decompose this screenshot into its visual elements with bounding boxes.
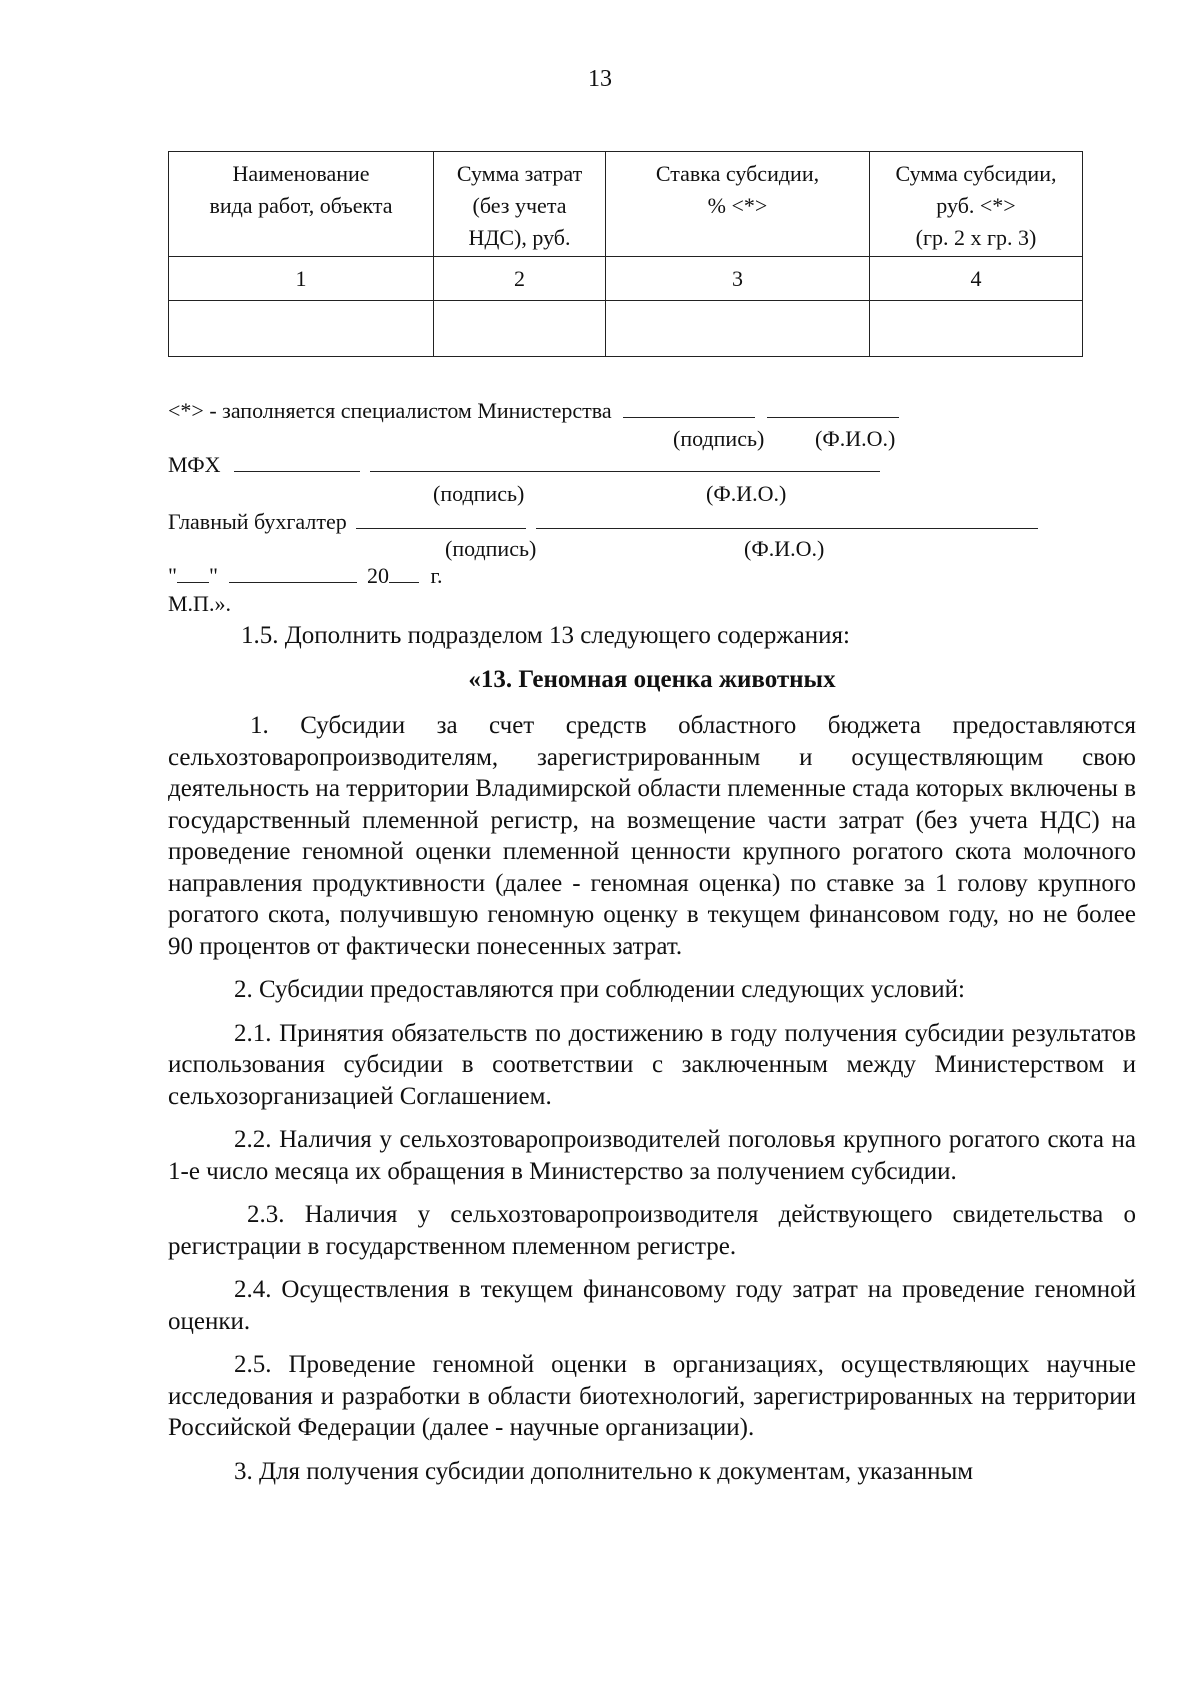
header-work-type: Наименование вида работ, объекта xyxy=(169,152,434,257)
day-blank xyxy=(177,564,209,583)
name-caption: (Ф.И.О.) xyxy=(815,426,896,451)
section-body xyxy=(168,710,1136,1487)
header-subsidy-rate: Ставка субсидии, % <*> xyxy=(606,152,870,257)
signature-blank xyxy=(234,453,360,472)
signature-caption: (подпись) xyxy=(673,426,765,451)
column-number: 2 xyxy=(434,257,606,301)
section-heading: «13. Геномная оценка животных xyxy=(468,666,836,693)
mfh-label: МФХ xyxy=(168,452,221,477)
header-subsidy-sum: Сумма субсидии, руб. <*> (гр. 2 х гр. 3) xyxy=(870,152,1083,257)
paragraph: 2.4. Осуществления в текущем финансовому году затрат на проведение геномной оценки. xyxy=(168,1276,1136,1335)
table-cell xyxy=(606,301,870,357)
signature-caption: (подпись) xyxy=(433,481,525,506)
name-caption: (Ф.И.О.) xyxy=(706,481,787,506)
mfh-signature-line xyxy=(168,452,880,478)
signature-blank xyxy=(356,510,526,529)
name-blank xyxy=(370,453,880,472)
specialist-signature-line xyxy=(168,398,899,424)
paragraph: 2.2. Наличия у сельхозтоваропроизводителей поголовья крупного рогатого скота на 1-е число месяца их обращения в Министерство за получением субсидии. xyxy=(168,1126,1136,1185)
name-caption: (Ф.И.О.) xyxy=(744,536,825,561)
name-blank xyxy=(767,399,899,418)
ministry-note: <*> - заполняется специалистом Министерства xyxy=(168,398,612,423)
paragraph: 2. Субсидии предоставляются при соблюдении следующих условий: xyxy=(234,976,965,1003)
table-cell xyxy=(870,301,1083,357)
table-cell xyxy=(434,301,606,357)
paragraph: 2.5. Проведение геномной оценки в организациях, осуществляющих научные исследования и разработки в области биотехнологий, зарегистрированных на территории Российской Федерации (далее - научные организации). xyxy=(168,1351,1136,1441)
accountant-signature-line xyxy=(168,509,1038,535)
paragraph: 2.1. Принятия обязательств по достижению в году получения субсидии результатов использования субсидии в соответствии с заключенным между Министерством и сельхозорганизацией Соглашением. xyxy=(168,1019,1136,1110)
date-line: " " 20 г. xyxy=(168,563,443,588)
paragraph: 1. Субсидии за счет средств областного бюджета предоставляются сельхозтоваропроизводителям, зарегистрированным и осуществляющим свою деятельность на территории Владимирской области племенные стада которых включены в государственный племенной регистр, на возмещение части затрат (без учета НДС) на проведение геномной оценки племенной ценности крупного рогатого скота молочного направления продуктивности (далее - геномная оценка) по ставке за 1 голову крупного рогатого скота, получившую геномную оценку в текущем финансовом году, но не более 90 процентов от фактически понесенных затрат. xyxy=(168,712,1136,960)
signature-blank xyxy=(623,399,755,418)
column-number: 1 xyxy=(169,257,434,301)
header-cost-sum: Сумма затрат (без учета НДС), руб. xyxy=(434,152,606,257)
name-blank xyxy=(536,510,1038,529)
stamp-place: М.П.». xyxy=(168,591,231,616)
column-number: 3 xyxy=(606,257,870,301)
column-number: 4 xyxy=(870,257,1083,301)
month-blank xyxy=(229,564,357,583)
year-blank xyxy=(389,564,419,583)
page-number: 13 xyxy=(588,66,612,92)
paragraph: 2.3. Наличия у сельхозтоваропроизводителя действующего свидетельства о регистрации в государственном племенном регистре. xyxy=(168,1201,1136,1260)
signature-caption: (подпись) xyxy=(445,536,537,561)
chief-accountant-label: Главный бухгалтер xyxy=(168,509,347,534)
intro-paragraph: 1.5. Дополнить подразделом 13 следующего содержания: xyxy=(241,622,850,649)
paragraph: 3. Для получения субсидии дополнительно к документам, указанным xyxy=(234,1457,974,1485)
subsidy-table xyxy=(168,151,1083,357)
table-cell xyxy=(169,301,434,357)
